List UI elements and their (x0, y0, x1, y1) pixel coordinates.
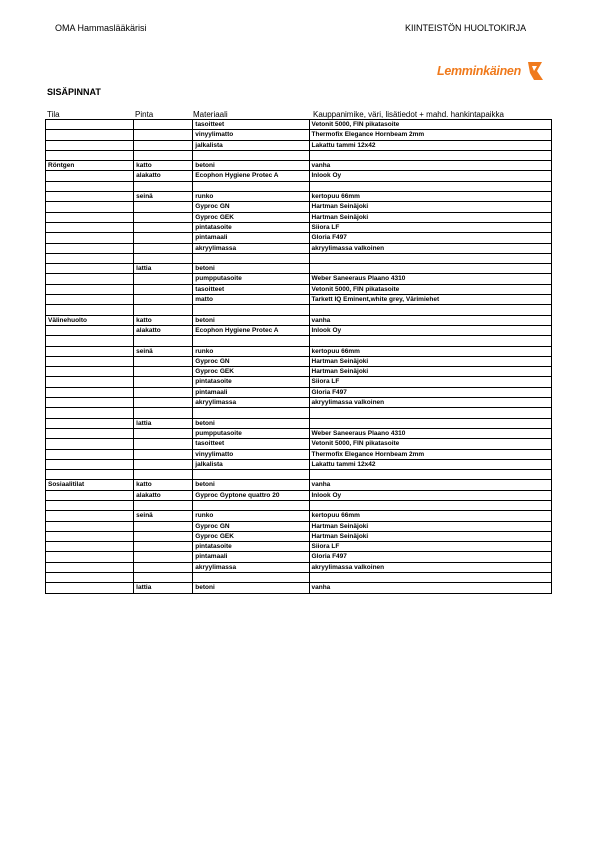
cell-pinta (134, 336, 193, 346)
table-row (46, 233, 552, 243)
cell-tila (46, 439, 134, 449)
cell-kauppanimike: Hartman Seinäjoki (309, 521, 552, 531)
cell-kauppanimike: Weber Saneeraus Plaano 4310 (309, 428, 552, 438)
cell-kauppanimike: Lakattu tammi 12x42 (309, 459, 552, 469)
cell-kauppanimike: Hartman Seinäjoki (309, 202, 552, 212)
cell-materiaali: Gyproc Gyptone quattro 20 (193, 490, 309, 500)
cell-tila (46, 202, 134, 212)
table-row (46, 367, 552, 377)
cell-tila (46, 459, 134, 469)
cell-pinta (134, 243, 193, 253)
cell-pinta (134, 562, 193, 572)
cell-pinta: lattia (134, 583, 193, 593)
cell-materiaali: runko (193, 192, 309, 202)
table-row (46, 552, 552, 562)
cell-pinta (134, 398, 193, 408)
table-row (46, 573, 552, 583)
cell-kauppanimike: vanha (309, 161, 552, 171)
cell-kauppanimike: Siiora LF (309, 377, 552, 387)
cell-pinta (134, 295, 193, 305)
cell-tila (46, 264, 134, 274)
table-row (46, 480, 552, 490)
cell-pinta: seinä (134, 346, 193, 356)
cell-materiaali: pintatasoite (193, 542, 309, 552)
table-row (46, 130, 552, 140)
cell-kauppanimike (309, 500, 552, 510)
table-row (46, 521, 552, 531)
cell-kauppanimike: vanha (309, 315, 552, 325)
cell-tila (46, 418, 134, 428)
table-row (46, 531, 552, 541)
cell-kauppanimike: vanha (309, 583, 552, 593)
cell-tila (46, 562, 134, 572)
cell-tila: Välinehuolto (46, 315, 134, 325)
cell-tila (46, 295, 134, 305)
cell-tila (46, 377, 134, 387)
document-header-left: OMA Hammaslääkärisi (55, 23, 147, 33)
cell-pinta (134, 531, 193, 541)
cell-kauppanimike: Tarkett IQ Eminent,white grey, Värimiehet (309, 295, 552, 305)
cell-kauppanimike (309, 264, 552, 274)
cell-materiaali (193, 181, 309, 191)
cell-pinta (134, 120, 193, 130)
cell-tila (46, 130, 134, 140)
cell-pinta: katto (134, 480, 193, 490)
cell-materiaali: Ecophon Hygiene Protec A (193, 325, 309, 335)
table-row (46, 449, 552, 459)
cell-pinta (134, 233, 193, 243)
cell-tila (46, 387, 134, 397)
cell-tila (46, 150, 134, 160)
table-row (46, 562, 552, 572)
cell-kauppanimike: kertopuu 66mm (309, 346, 552, 356)
cell-kauppanimike: Vetonit 5000, FIN pikatasoite (309, 120, 552, 130)
cell-pinta: lattia (134, 418, 193, 428)
cell-tila (46, 120, 134, 130)
cell-kauppanimike: kertopuu 66mm (309, 192, 552, 202)
cell-kauppanimike: Gloria F497 (309, 233, 552, 243)
cell-kauppanimike (309, 181, 552, 191)
cell-tila (46, 356, 134, 366)
cell-pinta: seinä (134, 511, 193, 521)
cell-pinta: seinä (134, 192, 193, 202)
cell-pinta (134, 140, 193, 150)
table-row (46, 511, 552, 521)
cell-materiaali: betoni (193, 418, 309, 428)
section-title: SISÄPINNAT (47, 87, 101, 97)
column-header-pinta: Pinta (135, 110, 154, 119)
cell-pinta (134, 500, 193, 510)
cell-materiaali: pumpputasoite (193, 274, 309, 284)
cell-pinta: alakatto (134, 325, 193, 335)
cell-pinta (134, 521, 193, 531)
cell-materiaali: Gyproc GEK (193, 212, 309, 222)
cell-materiaali: Ecophon Hygiene Protec A (193, 171, 309, 181)
cell-kauppanimike: Siiora LF (309, 542, 552, 552)
table-row (46, 192, 552, 202)
logo-text: Lemminkäinen (437, 64, 521, 78)
cell-materiaali: akryylimassa (193, 243, 309, 253)
cell-tila (46, 212, 134, 222)
cell-tila (46, 398, 134, 408)
cell-kauppanimike: Hartman Seinäjoki (309, 531, 552, 541)
cell-materiaali (193, 470, 309, 480)
cell-kauppanimike: akryylimassa valkoinen (309, 398, 552, 408)
cell-tila (46, 336, 134, 346)
cell-materiaali: betoni (193, 161, 309, 171)
cell-materiaali: jalkalista (193, 459, 309, 469)
cell-materiaali: runko (193, 346, 309, 356)
cell-pinta (134, 130, 193, 140)
cell-pinta: katto (134, 315, 193, 325)
table-row (46, 171, 552, 181)
cell-tila (46, 500, 134, 510)
cell-tila (46, 284, 134, 294)
cell-materiaali (193, 253, 309, 263)
company-logo (437, 60, 545, 84)
materials-table-body (46, 120, 552, 594)
cell-materiaali: pumpputasoite (193, 428, 309, 438)
cell-pinta (134, 470, 193, 480)
cell-materiaali: betoni (193, 264, 309, 274)
cell-kauppanimike: Weber Saneeraus Plaano 4310 (309, 274, 552, 284)
cell-pinta (134, 222, 193, 232)
cell-kauppanimike (309, 253, 552, 263)
table-row (46, 356, 552, 366)
table-row (46, 387, 552, 397)
column-header-tila: Tila (47, 110, 60, 119)
cell-pinta (134, 274, 193, 284)
table-row (46, 459, 552, 469)
cell-materiaali: runko (193, 511, 309, 521)
cell-materiaali: Gyproc GN (193, 356, 309, 366)
cell-kauppanimike: Inlook Oy (309, 490, 552, 500)
cell-pinta (134, 459, 193, 469)
materials-table (45, 119, 552, 594)
cell-materiaali: pintamaali (193, 233, 309, 243)
cell-materiaali (193, 408, 309, 418)
cell-pinta (134, 150, 193, 160)
cell-tila (46, 521, 134, 531)
cell-kauppanimike (309, 418, 552, 428)
cell-kauppanimike: Inlook Oy (309, 325, 552, 335)
cell-tila (46, 470, 134, 480)
table-row (46, 542, 552, 552)
table-row (46, 428, 552, 438)
cell-materiaali: pintatasoite (193, 377, 309, 387)
cell-tila (46, 542, 134, 552)
cell-kauppanimike (309, 470, 552, 480)
cell-tila (46, 531, 134, 541)
table-row (46, 325, 552, 335)
cell-materiaali (193, 336, 309, 346)
cell-materiaali: pintamaali (193, 552, 309, 562)
cell-kauppanimike (309, 336, 552, 346)
cell-materiaali: tasoitteet (193, 120, 309, 130)
cell-materiaali: pintamaali (193, 387, 309, 397)
table-row (46, 295, 552, 305)
cell-tila (46, 325, 134, 335)
cell-pinta: lattia (134, 264, 193, 274)
table-row (46, 120, 552, 130)
cell-kauppanimike: Hartman Seinäjoki (309, 356, 552, 366)
cell-tila (46, 449, 134, 459)
table-row (46, 140, 552, 150)
cell-tila (46, 192, 134, 202)
cell-materiaali: pintatasoite (193, 222, 309, 232)
cell-kauppanimike: akryylimassa valkoinen (309, 243, 552, 253)
cell-tila (46, 181, 134, 191)
cell-materiaali: vinyylimatto (193, 449, 309, 459)
cell-pinta (134, 202, 193, 212)
cell-pinta (134, 181, 193, 191)
cell-materiaali: vinyylimatto (193, 130, 309, 140)
cell-kauppanimike: Inlook Oy (309, 171, 552, 181)
cell-pinta (134, 356, 193, 366)
cell-materiaali: Gyproc GN (193, 521, 309, 531)
cell-tila (46, 274, 134, 284)
table-row (46, 470, 552, 480)
table-row (46, 583, 552, 593)
column-header-kauppanimike: Kauppanimike, väri, lisätiedot + mahd. hankintapaikka (313, 110, 504, 119)
cell-materiaali: akryylimassa (193, 562, 309, 572)
table-row (46, 500, 552, 510)
cell-kauppanimike: Hartman Seinäjoki (309, 367, 552, 377)
table-row (46, 202, 552, 212)
cell-kauppanimike: kertopuu 66mm (309, 511, 552, 521)
cell-kauppanimike (309, 150, 552, 160)
table-row (46, 222, 552, 232)
table-row (46, 408, 552, 418)
table-row (46, 377, 552, 387)
cell-tila (46, 305, 134, 315)
cell-pinta: alakatto (134, 490, 193, 500)
cell-materiaali: matto (193, 295, 309, 305)
cell-kauppanimike (309, 305, 552, 315)
cell-kauppanimike: Thermofix Elegance Hornbeam 2mm (309, 130, 552, 140)
cell-kauppanimike: akryylimassa valkoinen (309, 562, 552, 572)
column-header-materiaali: Materiaali (193, 110, 228, 119)
cell-pinta (134, 305, 193, 315)
cell-pinta (134, 439, 193, 449)
cell-pinta (134, 542, 193, 552)
cell-tila (46, 490, 134, 500)
cell-kauppanimike: Gloria F497 (309, 387, 552, 397)
cell-materiaali (193, 150, 309, 160)
cell-materiaali: tasoitteet (193, 439, 309, 449)
cell-tila (46, 583, 134, 593)
cell-pinta (134, 573, 193, 583)
cell-materiaali: betoni (193, 315, 309, 325)
cell-tila (46, 140, 134, 150)
table-row (46, 336, 552, 346)
cell-pinta (134, 387, 193, 397)
cell-tila (46, 573, 134, 583)
cell-tila: Röntgen (46, 161, 134, 171)
cell-kauppanimike: Vetonit 5000, FIN pikatasoite (309, 284, 552, 294)
table-row (46, 346, 552, 356)
table-row (46, 284, 552, 294)
cell-tila (46, 171, 134, 181)
cell-kauppanimike: Vetonit 5000, FIN pikatasoite (309, 439, 552, 449)
cell-pinta (134, 212, 193, 222)
table-row (46, 315, 552, 325)
cell-tila (46, 346, 134, 356)
table-row (46, 253, 552, 263)
cell-tila (46, 552, 134, 562)
cell-materiaali (193, 305, 309, 315)
cell-kauppanimike: Gloria F497 (309, 552, 552, 562)
cell-tila: Sosiaalitilat (46, 480, 134, 490)
cell-tila (46, 253, 134, 263)
cell-kauppanimike: Lakattu tammi 12x42 (309, 140, 552, 150)
cell-kauppanimike: Hartman Seinäjoki (309, 212, 552, 222)
cell-materiaali: Gyproc GEK (193, 367, 309, 377)
table-row (46, 274, 552, 284)
cell-kauppanimike (309, 408, 552, 418)
table-row (46, 150, 552, 160)
cell-pinta: katto (134, 161, 193, 171)
cell-materiaali (193, 500, 309, 510)
document-header-right: KIINTEISTÖN HUOLTOKIRJA (405, 23, 527, 33)
cell-tila (46, 222, 134, 232)
table-row (46, 439, 552, 449)
cell-pinta: alakatto (134, 171, 193, 181)
table-row (46, 490, 552, 500)
cell-pinta (134, 253, 193, 263)
cell-materiaali: Gyproc GEK (193, 531, 309, 541)
cell-tila (46, 408, 134, 418)
table-row (46, 181, 552, 191)
cell-tila (46, 233, 134, 243)
cell-materiaali: akryylimassa (193, 398, 309, 408)
cell-pinta (134, 428, 193, 438)
cell-materiaali: betoni (193, 480, 309, 490)
cell-pinta (134, 408, 193, 418)
cell-materiaali (193, 573, 309, 583)
table-row (46, 264, 552, 274)
table-row (46, 305, 552, 315)
cell-materiaali: Gyproc GN (193, 202, 309, 212)
cell-tila (46, 428, 134, 438)
cell-kauppanimike: vanha (309, 480, 552, 490)
logo-mark-icon (525, 60, 545, 82)
cell-pinta (134, 552, 193, 562)
cell-tila (46, 243, 134, 253)
cell-kauppanimike: Siiora LF (309, 222, 552, 232)
cell-kauppanimike (309, 573, 552, 583)
cell-pinta (134, 284, 193, 294)
cell-materiaali: jalkalista (193, 140, 309, 150)
cell-pinta (134, 449, 193, 459)
cell-tila (46, 511, 134, 521)
table-row (46, 418, 552, 428)
cell-pinta (134, 377, 193, 387)
table-row (46, 212, 552, 222)
cell-tila (46, 367, 134, 377)
cell-kauppanimike: Thermofix Elegance Hornbeam 2mm (309, 449, 552, 459)
cell-materiaali: tasoitteet (193, 284, 309, 294)
cell-pinta (134, 367, 193, 377)
table-row (46, 243, 552, 253)
cell-materiaali: betoni (193, 583, 309, 593)
table-row (46, 161, 552, 171)
table-row (46, 398, 552, 408)
